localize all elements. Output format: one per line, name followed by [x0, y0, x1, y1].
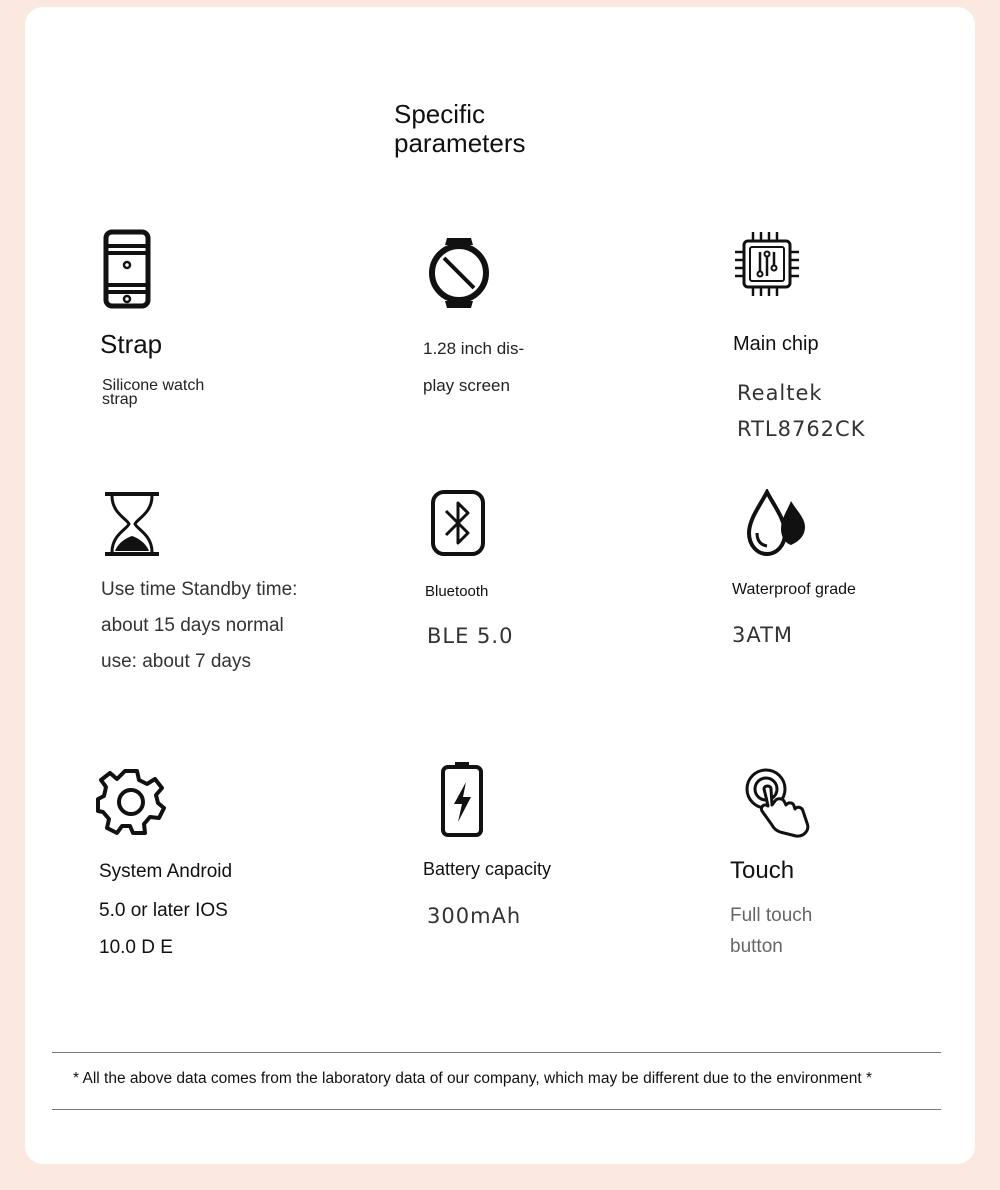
- waterproof-label: Waterproof grade: [732, 581, 856, 598]
- touch-label: Touch: [730, 857, 795, 884]
- touch-hand-icon: [744, 767, 822, 839]
- gear-icon: [96, 768, 166, 836]
- touch-value-line2: button: [730, 936, 783, 957]
- water-drop-icon: [745, 489, 807, 557]
- footer-bottom-divider: [52, 1109, 941, 1110]
- system-line2: 5.0 or later IOS: [99, 900, 228, 921]
- touch-value-line1: Full touch: [730, 905, 813, 926]
- bluetooth-label: Bluetooth: [425, 583, 489, 600]
- watch-strap-icon: [102, 229, 152, 309]
- use-time-line2: about 15 days normal: [101, 615, 284, 636]
- round-watch-face-icon: [427, 236, 491, 310]
- page-title: Specific parameters: [394, 99, 526, 158]
- hourglass-icon: [103, 491, 161, 557]
- chip-value-line1: Realtek: [737, 381, 823, 405]
- battery-label: Battery capacity: [423, 859, 552, 879]
- display-line2: play screen: [423, 376, 510, 395]
- system-line3: 10.0 D E: [99, 937, 173, 958]
- use-time-line3: use: about 7 days: [101, 651, 251, 672]
- chip-label: Main chip: [733, 333, 819, 355]
- footer-disclaimer: * All the above data comes from the laboratory data of our company, which may be different due to the environment *: [73, 1070, 872, 1087]
- display-line1: 1.28 inch dis-: [423, 339, 525, 358]
- chip-icon: [733, 230, 801, 298]
- bluetooth-value: BLE 5.0: [427, 624, 514, 648]
- system-line1: System Android: [99, 861, 233, 882]
- battery-value: 300mAh: [427, 904, 522, 928]
- battery-icon: [440, 760, 484, 838]
- chip-value-line2: RTL8762CK: [737, 417, 866, 441]
- bluetooth-icon: [430, 489, 486, 557]
- strap-value-line2: strap: [102, 391, 138, 408]
- strap-value-line1: Silicone watch: [102, 377, 205, 394]
- footer-top-divider: [52, 1052, 941, 1053]
- use-time-line1: Use time Standby time:: [101, 579, 298, 600]
- waterproof-value: 3ATM: [732, 623, 794, 647]
- strap-label: Strap: [100, 329, 163, 359]
